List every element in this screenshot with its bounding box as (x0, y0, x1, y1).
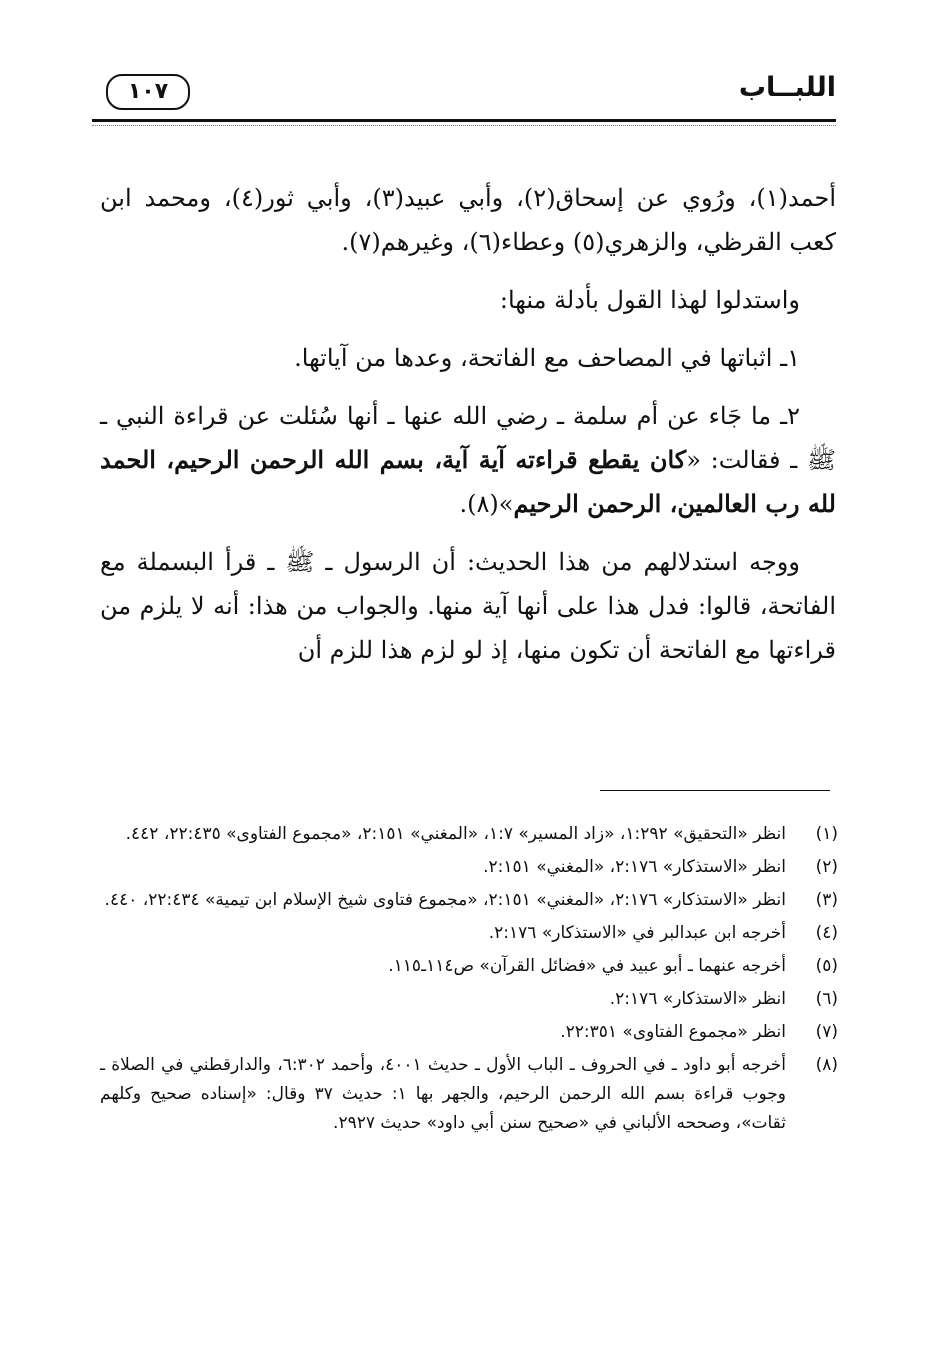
paragraph-3: ١ـ اثباتها في المصاحف مع الفاتحة، وعدها من آياتها. (294, 344, 800, 372)
footnote-7 (100, 1018, 838, 1047)
footnote-3 (100, 886, 838, 915)
footnote-number: (٤) (815, 923, 838, 943)
paragraph-4 (100, 394, 836, 526)
footnote-text: انظر «التحقيق» ١:٢٩٢، «زاد المسير» ١:٧، «المغني» ٢:١٥١، «مجموع الفتاوى» ٢٢:٤٣٥، ٤٤٢. (125, 824, 786, 844)
footnote-number: (٢) (815, 857, 838, 877)
footnotes (100, 820, 838, 1142)
footnote-text: انظر «مجموع الفتاوى» ٢٢:٣٥١. (560, 1022, 786, 1042)
footnote-number: (٨) (815, 1055, 838, 1075)
footnote-number: (٥) (815, 956, 838, 976)
header-rule (92, 119, 836, 122)
footnote-4 (100, 919, 838, 948)
footnote-text: أخرجه عنهما ـ أبو عبيد في «فضائل القرآن» ص١١٤ـ١١٥. (388, 956, 786, 976)
hadith-quote: كان يقطع قراءته آية آية، بسم الله الرحمن الرحيم، الحمد لله رب العالمين، الرحمن الرحيم (100, 445, 836, 518)
paragraph-4-intro: ٢ـ ما جَاء عن أم سلمة ـ رضي الله عنها ـ أنها سُئلت عن قراءة النبي ـ ﷺ ـ فقالت: « (100, 402, 836, 474)
footnote-8 (100, 1051, 838, 1138)
footnote-2 (100, 853, 838, 882)
footnote-number: (٣) (815, 890, 838, 910)
footnote-6 (100, 985, 838, 1014)
header-rule-dotted (92, 125, 836, 126)
footnote-number: (٦) (815, 989, 838, 1009)
footnote-number: (٧) (815, 1022, 838, 1042)
footnote-text: انظر «الاستذكار» ٢:١٧٦. (609, 989, 786, 1009)
paragraph-2: واستدلوا لهذا القول بأدلة منها: (499, 286, 800, 314)
paragraph-5: ووجه استدلالهم من هذا الحديث: أن الرسول ـ ﷺ ـ قرأ البسملة مع الفاتحة، قالوا: فدل هذا على أنها آية منها. والجواب من هذا: أنه لا يلزم من قراءتها مع الفاتحة أن تكون منها، إذ لو لزم هذا للزم أن (100, 548, 836, 664)
paragraph-4-end: »(٨). (459, 490, 514, 518)
footnote-text: انظر «الاستذكار» ٢:١٧٦، «المغني» ٢:١٥١. (483, 857, 786, 877)
footnote-text: أخرجه أبو داود ـ في الحروف ـ الباب الأول ـ حديث ٤٠٠١، وأحمد ٦:٣٠٢، والدارقطني في الصلاة ـ وجوب قراءة بسم الله الرحمن الرحيم، والجهر بها ١: حديث ٣٧ وقال: «إسناده صحيح وكلهم ثقات»، وصححه الألباني في «صحيح سنن أبي داود» حديث ٢٩٢٧. (100, 1055, 786, 1133)
footnote-1 (100, 820, 838, 849)
main-text (100, 176, 836, 686)
running-title: اللبــاب (738, 72, 836, 103)
footnote-5 (100, 952, 838, 981)
page-number: ١٠٧ (106, 74, 190, 110)
footnote-number: (١) (815, 824, 838, 844)
footnote-separator (600, 790, 830, 791)
footnote-text: أخرجه ابن عبدالبر في «الاستذكار» ٢:١٧٦. (488, 923, 786, 943)
page-header (100, 68, 836, 118)
paragraph-1: أحمد(١)، ورُوي عن إسحاق(٢)، وأبي عبيد(٣)، وأبي ثور(٤)، ومحمد ابن كعب القرظي، والزهري(٥) وعطاء(٦)، وغيرهم(٧). (100, 184, 836, 256)
footnote-text: انظر «الاستذكار» ٢:١٧٦، «المغني» ٢:١٥١، «مجموع فتاوى شيخ الإسلام ابن تيمية» ٢٢:٤٣٤، ٤٤٠. (104, 890, 786, 910)
